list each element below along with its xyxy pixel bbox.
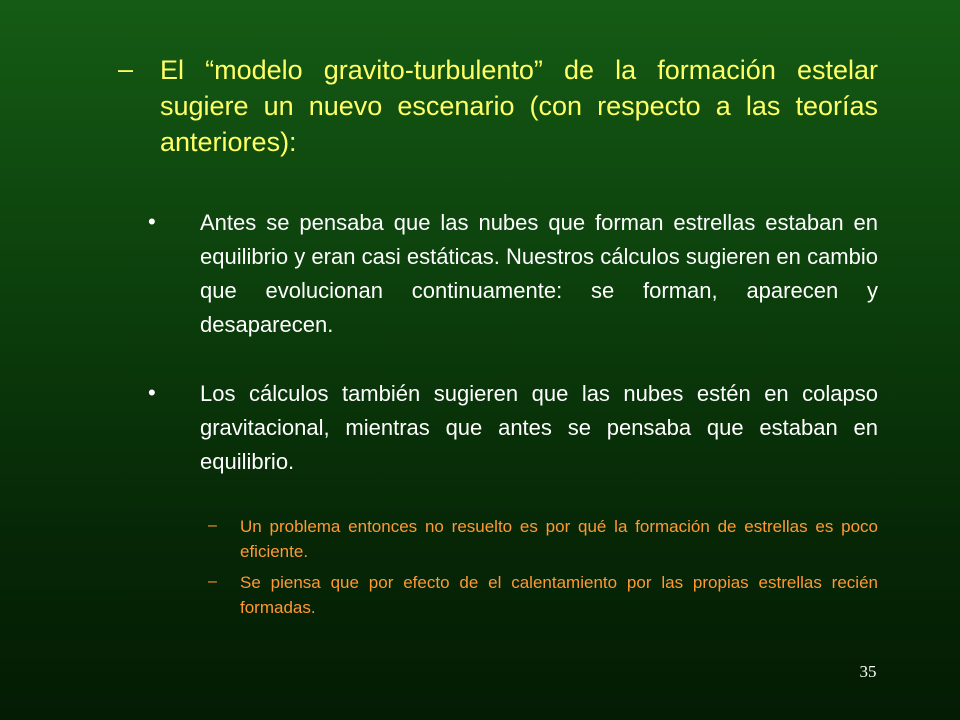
sub-bullet-text-1: Un problema entonces no resuelto es por qué la formación de estrellas es poco eficiente. xyxy=(240,517,878,561)
page-number: 35 xyxy=(859,662,877,681)
dash-marker: – xyxy=(208,573,217,590)
bullet-text-1: Antes se pensaba que las nubes que forman estrellas estaban en equilibrio y eran casi estáticas. Nuestros cálculos sugieren en cambio que evolucionan continuamente: se forman, aparecen y desaparecen. xyxy=(200,210,878,337)
dash-marker: – xyxy=(208,517,217,534)
sub-bullet-point-1 xyxy=(208,514,878,564)
bullet-point-2 xyxy=(148,377,878,479)
dash-marker: – xyxy=(118,54,134,84)
bullet-text-2: Los cálculos también sugieren que las nubes estén en colapso gravitacional, mientras que antes se pensaba que estaban en equilibrio. xyxy=(200,381,878,474)
heading-point xyxy=(118,52,878,160)
bullet-marker: • xyxy=(148,209,156,234)
bullet-marker: • xyxy=(148,380,156,405)
sub-bullet-text-2: Se piensa que por efecto de el calentamiento por las propias estrellas recién formadas. xyxy=(240,573,878,617)
heading-text: El “modelo gravito-turbulento” de la formación estelar sugiere un nuevo escenario (con respecto a las teorías anteriores): xyxy=(160,55,878,157)
bullet-point-1 xyxy=(148,206,878,342)
sub-bullet-point-2 xyxy=(208,570,878,620)
